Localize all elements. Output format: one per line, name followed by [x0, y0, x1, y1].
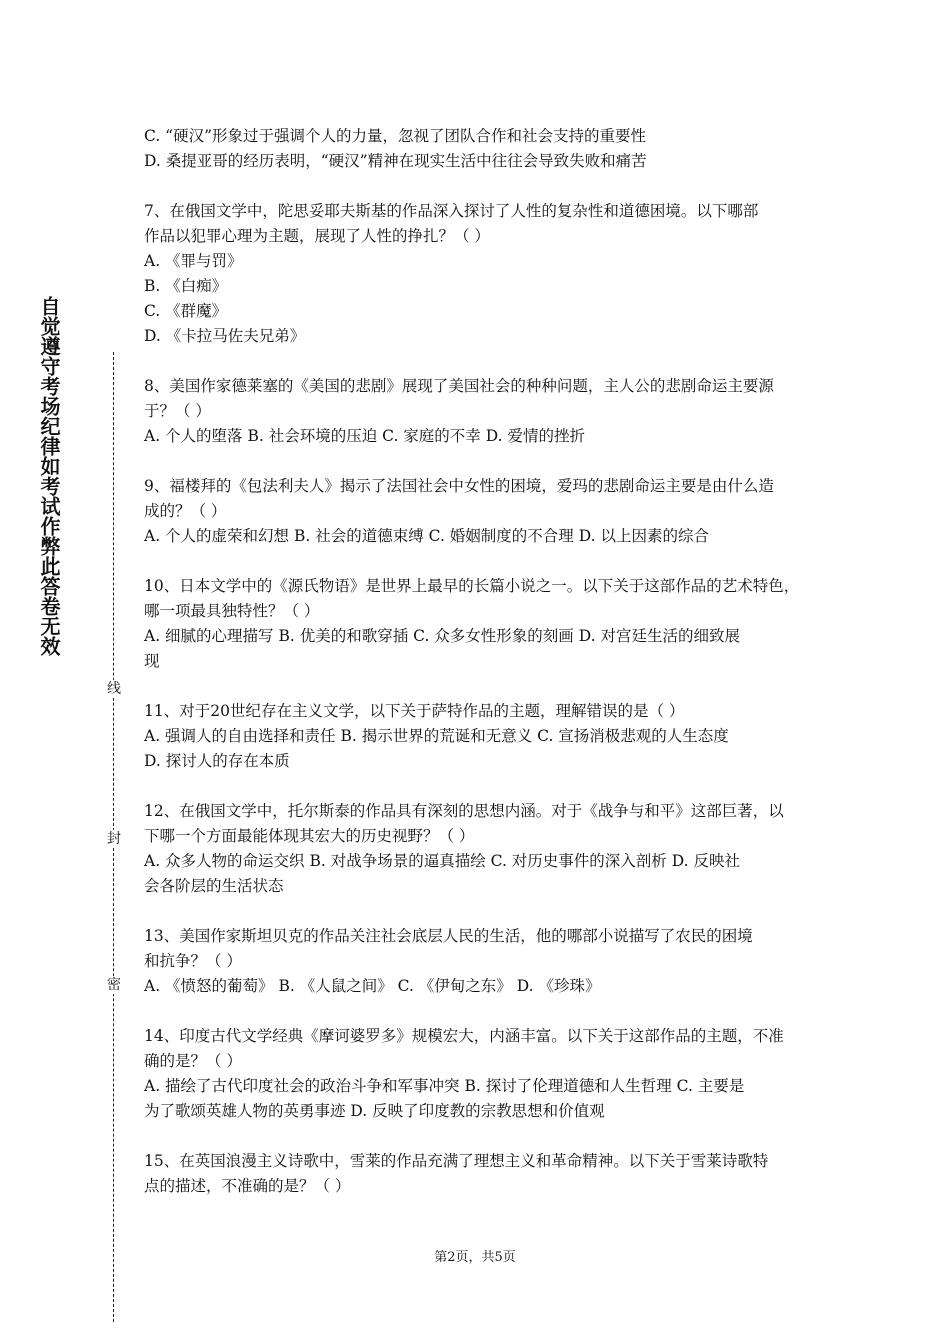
question-text-line: 点的描述，不准确的是？（ ） [144, 1177, 351, 1195]
binding-mark-seal: 封 [107, 831, 121, 847]
binding-mark-secret: 密 [107, 977, 121, 993]
question-text-line: 11、对于20世纪存在主义文学，以下关于萨特作品的主题，理解错误的是（ ） [144, 702, 685, 720]
question-list [144, 124, 824, 1224]
question-block [144, 924, 824, 999]
question-text-line: 会各阶层的生活状态 [144, 877, 284, 895]
question-text-line: 8、美国作家德莱塞的《美国的悲剧》展现了美国社会的种种问题，主人公的悲剧命运主要源 [144, 377, 774, 395]
question-text-line: A. 个人的虚荣和幻想 B. 社会的道德束缚 C. 婚姻制度的不合理 D. 以上因素的综合 [144, 527, 709, 545]
question-text-line: 12、在俄国文学中，托尔斯泰的作品具有深刻的思想内涵。对于《战争与和平》这部巨著，以 [144, 802, 784, 820]
question-text-line: 和抗争？（ ） [144, 952, 242, 970]
question-block [144, 699, 824, 774]
question-text-line: A. 《罪与罚》 [144, 252, 243, 270]
question-block [144, 374, 824, 449]
question-text-line: 下哪一个方面最能体现其宏大的历史视野？（ ） [144, 827, 475, 845]
page-number: 第2页，共5页 [434, 1250, 516, 1265]
question-text-line: 15、在英国浪漫主义诗歌中，雪莱的作品充满了理想主义和革命精神。以下关于雪莱诗歌特 [144, 1152, 769, 1170]
question-block [144, 474, 824, 549]
question-text-line: A. 强调人的自由选择和责任 B. 揭示世界的荒诞和无意义 C. 宣扬消极悲观的人生态度 [144, 727, 729, 745]
question-text-line: D. 《卡拉马佐夫兄弟》 [144, 327, 306, 345]
question-text-line: A. 细腻的心理描写 B. 优美的和歌穿插 C. 众多女性形象的刻画 D. 对宫廷生活的细致展 [144, 627, 740, 645]
question-text-line: 10、日本文学中的《源氏物语》是世界上最早的长篇小说之一。以下关于这部作品的艺术特色， [144, 577, 800, 595]
exam-discipline-notice: 自觉遵守考场纪律如考试作弊此答卷无效 [37, 296, 61, 656]
question-text-line: 9、福楼拜的《包法利夫人》揭示了法国社会中女性的困境，爱玛的悲剧命运主要是由什么造 [144, 477, 774, 495]
question-text-line: A. 《愤怒的葡萄》 B. 《人鼠之间》 C. 《伊甸之东》 D. 《珍珠》 [144, 977, 601, 995]
question-block [144, 1149, 824, 1199]
question-block [144, 574, 824, 674]
question-text-line: 哪一项最具独特性？（ ） [144, 602, 320, 620]
question-text-line: 7、在俄国文学中，陀思妥耶夫斯基的作品深入探讨了人性的复杂性和道德困境。以下哪部 [144, 202, 759, 220]
question-text-line: 为了歌颂英雄人物的英勇事迹 D. 反映了印度教的宗教思想和价值观 [144, 1102, 605, 1120]
question-text-line: D. 桑提亚哥的经历表明，“硬汉”精神在现实生活中往往会导致失败和痛苦 [144, 152, 647, 170]
question-block [144, 199, 824, 349]
question-text-line: 14、印度古代文学经典《摩诃婆罗多》规模宏大，内涵丰富。以下关于这部作品的主题，不准 [144, 1027, 784, 1045]
question-block [144, 124, 824, 174]
question-text-line: 确的是？（ ） [144, 1052, 242, 1070]
question-text-line: A. 个人的堕落 B. 社会环境的压迫 C. 家庭的不幸 D. 爱情的挫折 [144, 427, 585, 445]
question-text-line: 成的？（ ） [144, 502, 227, 520]
binding-mark-line: 线 [107, 681, 121, 697]
question-text-line: B. 《白痴》 [144, 277, 228, 295]
question-text-line: C. 《群魔》 [144, 302, 228, 320]
question-text-line: A. 众多人物的命运交织 B. 对战争场景的逼真描绘 C. 对历史事件的深入剖析 D. 反映社 [144, 852, 740, 870]
question-text-line: 13、美国作家斯坦贝克的作品关注社会底层人民的生活，他的哪部小说描写了农民的困境 [144, 927, 753, 945]
question-text-line: 于？（ ） [144, 402, 211, 420]
question-text-line: 现 [144, 652, 160, 670]
question-text-line: D. 探讨人的存在本质 [144, 752, 290, 770]
question-text-line: A. 描绘了古代印度社会的政治斗争和军事冲突 B. 探讨了伦理道德和人生哲理 C. 主要是 [144, 1077, 745, 1095]
question-block [144, 1024, 824, 1124]
question-text-line: 作品以犯罪心理为主题，展现了人性的挣扎？（ ） [144, 227, 490, 245]
question-block [144, 799, 824, 899]
question-text-line: C. “硬汉”形象过于强调个人的力量，忽视了团队合作和社会支持的重要性 [144, 127, 647, 145]
